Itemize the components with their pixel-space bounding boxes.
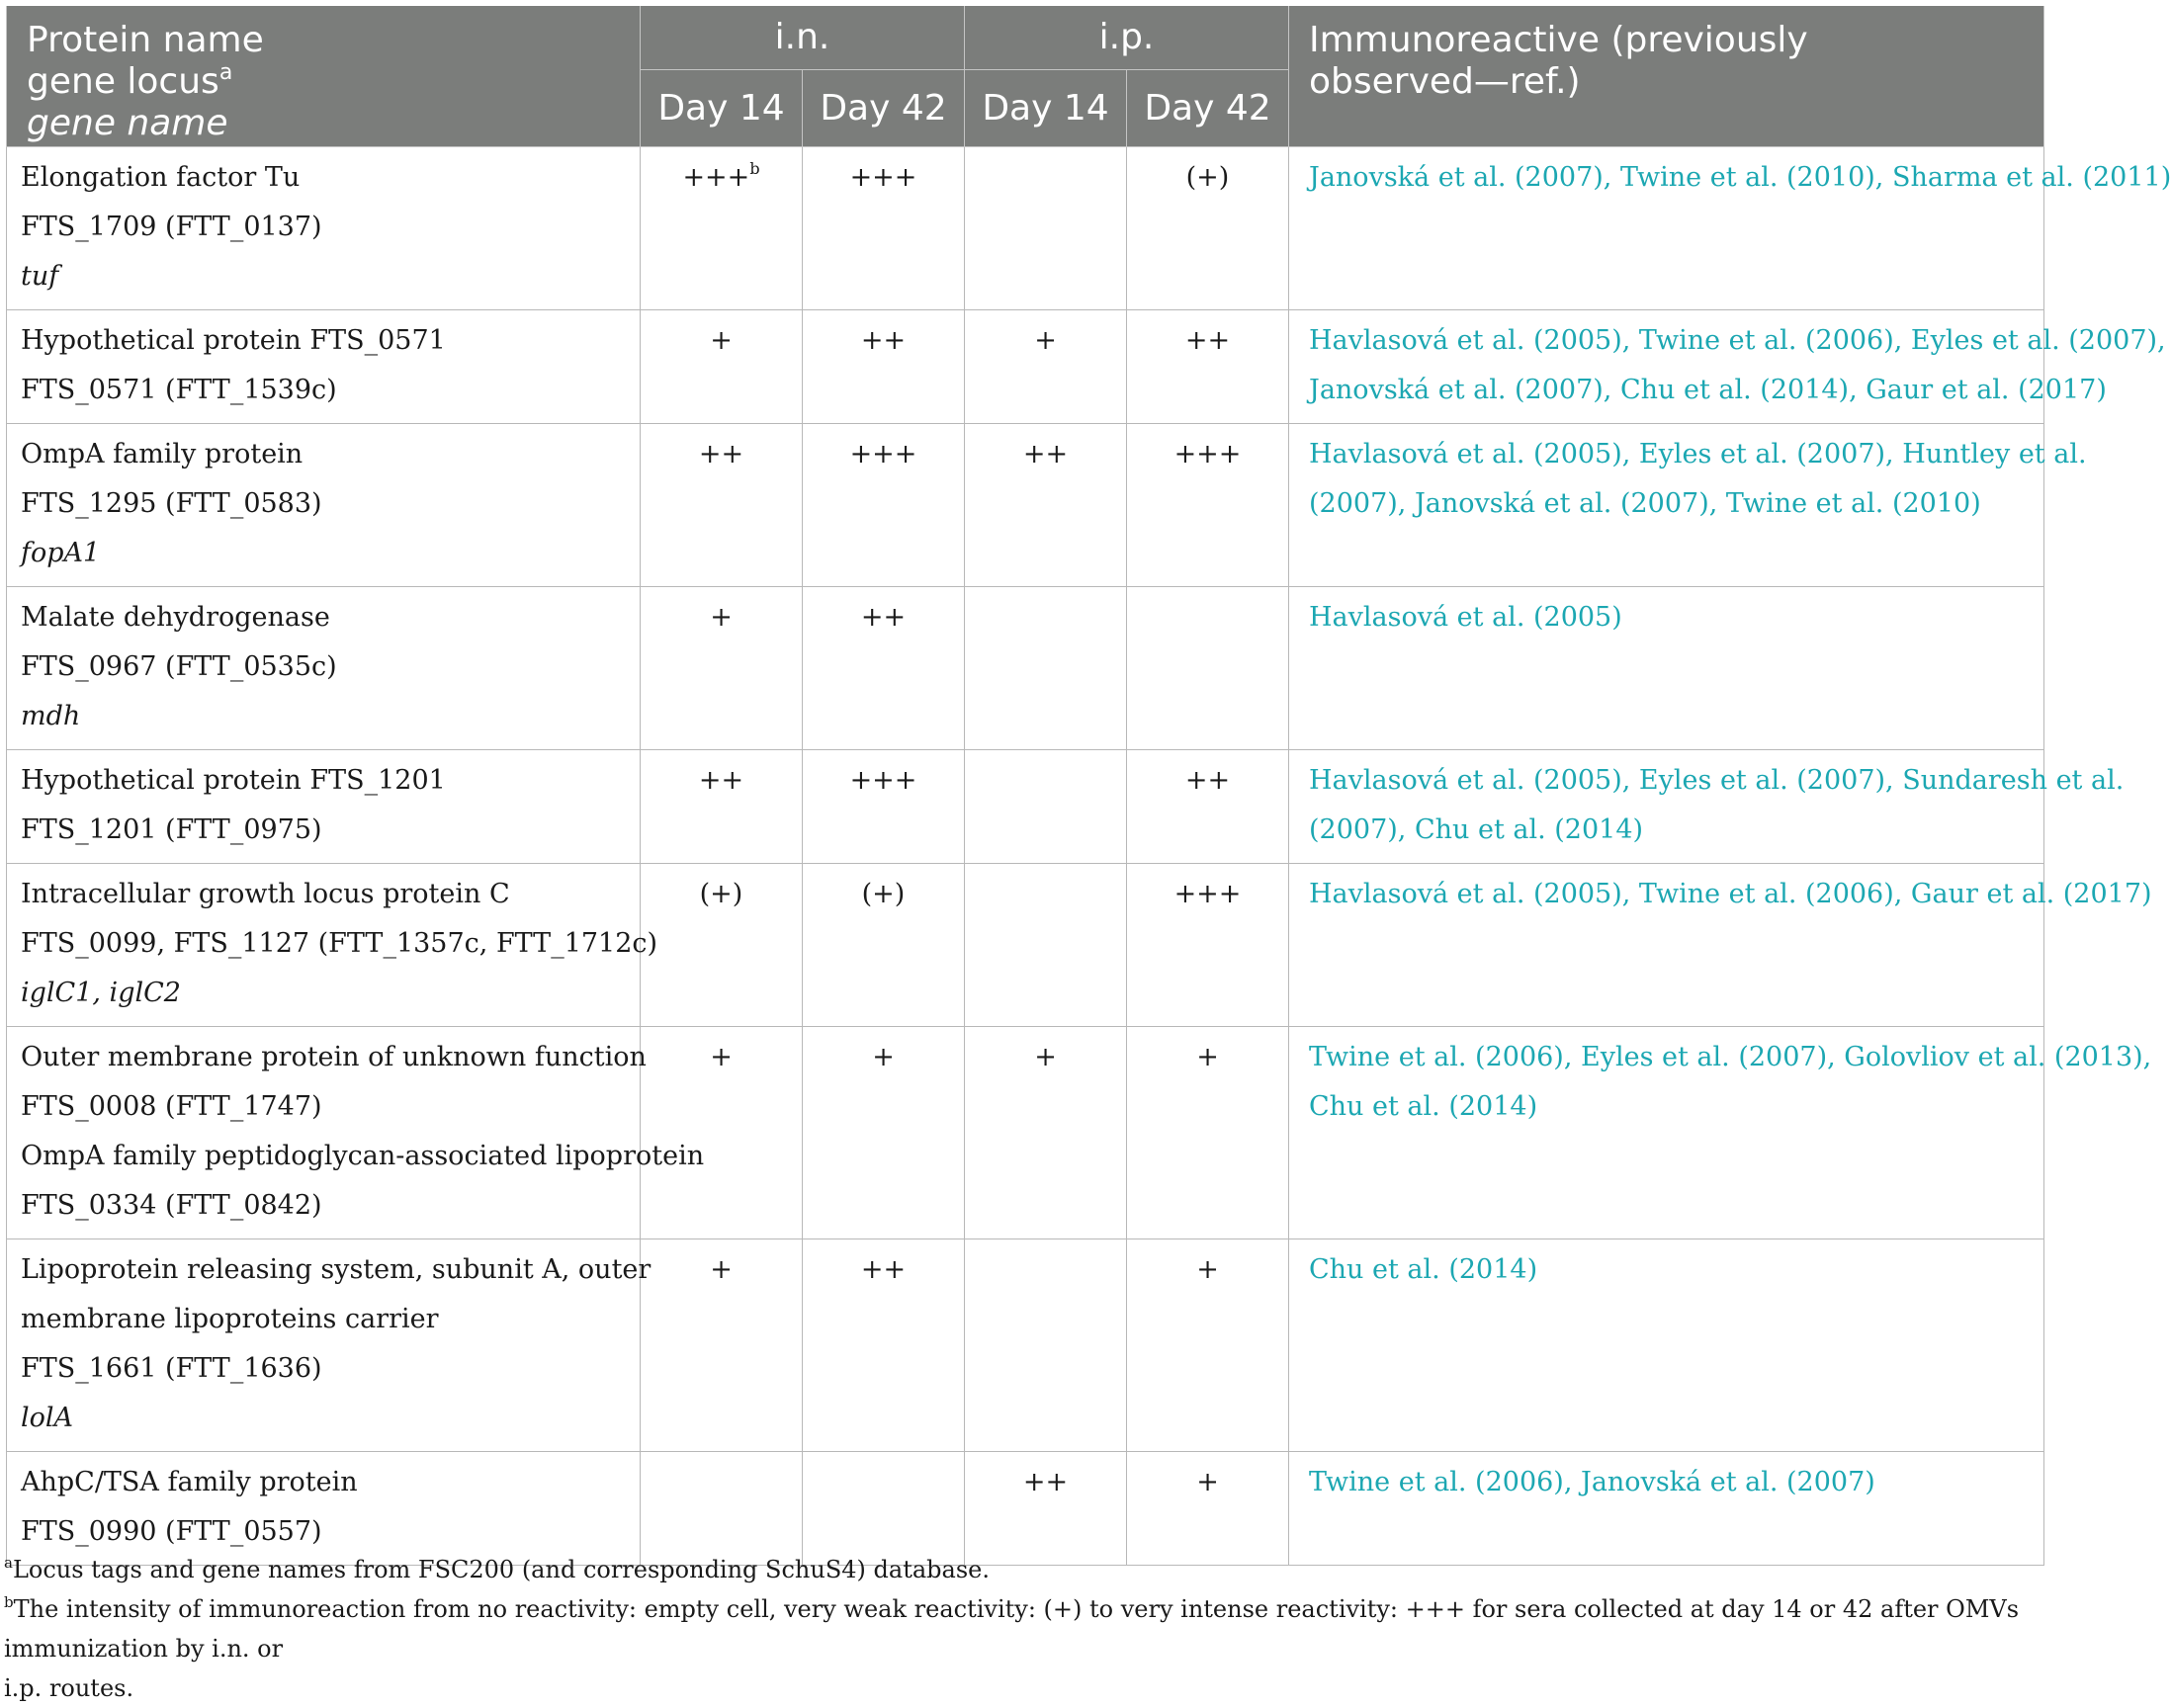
footnote-b-continued [0,1668,2043,1708]
header-ip-day42: Day 42 [1127,70,1289,147]
header-protein-name [7,6,641,147]
protein-name: Elongation factor Tu [21,162,301,193]
footnote-a-text: Locus tags and gene names from FSC200 (and corresponding SchuS4) database. [12,1556,990,1583]
reference-link[interactable]: Havlasová et al. (2005), Twine et al. (2006), Gaur et al. (2017) [1309,879,2152,909]
protein-name: OmpA family peptidoglycan-associated lipoprotein [21,1141,705,1171]
table-row [7,1027,2044,1239]
reference-link[interactable]: Janovská et al. (2007), Twine et al. (2010), Sharma et al. (2011) [1309,162,2171,193]
reference-link[interactable]: Havlasová et al. (2005), Eyles et al. (2007), Huntley et al. [1309,439,2087,470]
table-row [7,587,2044,750]
in-day14-cell: + [641,1027,803,1239]
reference-link[interactable]: Chu et al. (2014) [1309,1254,1538,1285]
gene-name: fopA1 [21,538,101,568]
gene-name: lolA [21,1403,74,1433]
reference-link[interactable]: (2007), Janovská et al. (2007), Twine et al. (2010) [1309,488,1981,519]
protein-cell [7,864,658,1027]
ip-day14-cell [965,147,1127,310]
table-row [7,310,2044,424]
table-row [7,424,2044,587]
header-footnote-a-marker: a [218,60,233,85]
protein-cell [7,1027,705,1239]
ip-day14-cell [965,864,1127,1027]
in-day42-cell: ++ [803,310,965,424]
in-day42-cell: +++ [803,147,965,310]
protein-name: Lipoprotein releasing system, subunit A, outer [21,1254,651,1285]
table-row [7,750,2044,864]
in-day14-cell: ++ [641,424,803,587]
gene-locus: FTS_1201 (FTT_0975) [21,814,322,845]
reference-link[interactable]: (2007), Chu et al. (2014) [1309,814,1644,845]
gene-locus: FTS_0571 (FTT_1539c) [21,375,337,405]
reference-cell [1289,1027,2152,1239]
gene-name: iglC1, iglC2 [21,978,181,1008]
ip-day14-cell: + [965,310,1127,424]
gene-locus: FTS_0334 (FTT_0842) [21,1190,322,1221]
in-day42-cell [803,1452,965,1566]
gene-locus: FTS_1295 (FTT_0583) [21,488,322,519]
ip-day42-cell: + [1127,1027,1289,1239]
ip-day14-cell [965,750,1127,864]
table-row [7,147,2044,310]
header-group-ip: i.p. [965,6,1289,70]
header-immunoreactive-line2: observed—ref.) [1309,61,1581,102]
ip-day14-cell [965,1239,1127,1452]
protein-cell [7,1452,641,1566]
protein-cell [7,424,641,587]
protein-cell [7,310,641,424]
reference-cell [1289,310,2166,424]
in-day14-cell: + [641,587,803,750]
reference-cell [1289,587,2044,750]
header-in-day14: Day 14 [641,70,803,147]
reference-link[interactable]: Havlasová et al. (2005) [1309,602,1622,633]
results-table-container [6,6,2171,1566]
in-day14-cell: (+) [641,864,803,1027]
ip-day42-cell: ++ [1127,310,1289,424]
protein-name: Hypothetical protein FTS_0571 [21,325,446,356]
header-protein-name-line: Protein name [27,20,264,60]
header-immunoreactive [1289,6,2044,147]
reference-cell [1289,1452,2044,1566]
protein-name: Intracellular growth locus protein C [21,879,510,909]
in-day42-cell: + [803,1027,965,1239]
in-day14-cell: + [641,1239,803,1452]
footnote-a-marker: a [4,1554,13,1572]
ip-day42-cell: + [1127,1452,1289,1566]
header-gene-name-line: gene name [27,103,228,143]
footnote-b-marker: b [749,159,760,178]
header-gene-locus-line [27,61,620,103]
footnote-a [0,1550,2043,1589]
ip-day42-cell: +++ [1127,864,1289,1027]
gene-name: tuf [21,261,59,292]
reference-link[interactable]: Twine et al. (2006), Eyles et al. (2007), Golovliov et al. (2013), [1309,1042,2152,1072]
ip-day14-cell [965,587,1127,750]
table-row [7,864,2044,1027]
in-day42-cell: ++ [803,587,965,750]
gene-locus: FTS_0008 (FTT_1747) [21,1091,322,1122]
in-day14-cell [641,147,803,310]
ip-day14-cell: ++ [965,1452,1127,1566]
ip-day14-cell: ++ [965,424,1127,587]
footnote-b-text: The intensity of immunoreaction from no reactivity: empty cell, very weak reactivity: (+) to very intense reactivity: +++ for sera collected at day 14 or 42 after OMVs immunization by i.n. or [4,1595,2020,1663]
protein-name: Hypothetical protein FTS_1201 [21,765,446,796]
footnote-b [0,1589,2043,1668]
ip-day14-cell: + [965,1027,1127,1239]
protein-name: AhpC/TSA family protein [21,1467,358,1497]
reference-cell [1289,147,2171,310]
reference-link[interactable]: Havlasová et al. (2005), Eyles et al. (2007), Sundaresh et al. [1309,765,2125,796]
reference-link[interactable]: Janovská et al. (2007), Chu et al. (2014), Gaur et al. (2017) [1309,375,2107,405]
gene-name: mdh [21,701,81,731]
protein-cell [7,587,641,750]
in-day42-cell: ++ [803,1239,965,1452]
in-day14-cell: ++ [641,750,803,864]
protein-name-continued: membrane lipoproteins carrier [21,1304,439,1334]
header-ip-day14: Day 14 [965,70,1127,147]
header-group-in: i.n. [641,6,965,70]
protein-name: OmpA family protein [21,439,304,470]
reference-cell [1289,1239,2044,1452]
reference-link[interactable]: Havlasová et al. (2005), Twine et al. (2006), Eyles et al. (2007), [1309,325,2166,356]
reactivity-value: +++ [682,162,750,193]
footnote-b-marker: b [4,1593,14,1611]
reference-cell [1289,864,2152,1027]
ip-day42-cell: + [1127,1239,1289,1452]
protein-cell [7,147,641,310]
in-day42-cell: (+) [803,864,965,1027]
table-footnotes [0,1550,2043,1708]
gene-locus: FTS_0099, FTS_1127 (FTT_1357c, FTT_1712c) [21,928,658,959]
in-day42-cell: +++ [803,750,965,864]
ip-day42-cell [1127,587,1289,750]
in-day14-cell [641,1452,803,1566]
gene-locus: FTS_1661 (FTT_1636) [21,1353,322,1384]
table-body [7,147,2171,1566]
protein-name: Outer membrane protein of unknown function [21,1042,647,1072]
gene-locus: FTS_1709 (FTT_0137) [21,212,322,242]
reference-cell [1289,424,2087,587]
gene-locus: FTS_0990 (FTT_0557) [21,1516,322,1547]
reference-cell [1289,750,2125,864]
table-row [7,1452,2044,1566]
protein-cell [7,750,641,864]
table-header [7,6,2044,147]
header-gene-locus-text: gene locus [27,61,219,102]
immunoreactive-proteins-table [6,6,2171,1566]
header-immunoreactive-line1: Immunoreactive (previously [1309,20,1808,60]
ip-day42-cell: ++ [1127,750,1289,864]
ip-day42-cell: +++ [1127,424,1289,587]
protein-name: Malate dehydrogenase [21,602,330,633]
reference-link[interactable]: Twine et al. (2006), Janovská et al. (2007) [1309,1467,1875,1497]
protein-cell [7,1239,651,1452]
reference-link[interactable]: Chu et al. (2014) [1309,1091,1538,1122]
header-in-day42: Day 42 [803,70,965,147]
gene-locus: FTS_0967 (FTT_0535c) [21,651,337,682]
table-row [7,1239,2044,1452]
footnote-b-text-continued: i.p. routes. [4,1674,134,1702]
in-day14-cell: + [641,310,803,424]
in-day42-cell: +++ [803,424,965,587]
ip-day42-cell: (+) [1127,147,1289,310]
